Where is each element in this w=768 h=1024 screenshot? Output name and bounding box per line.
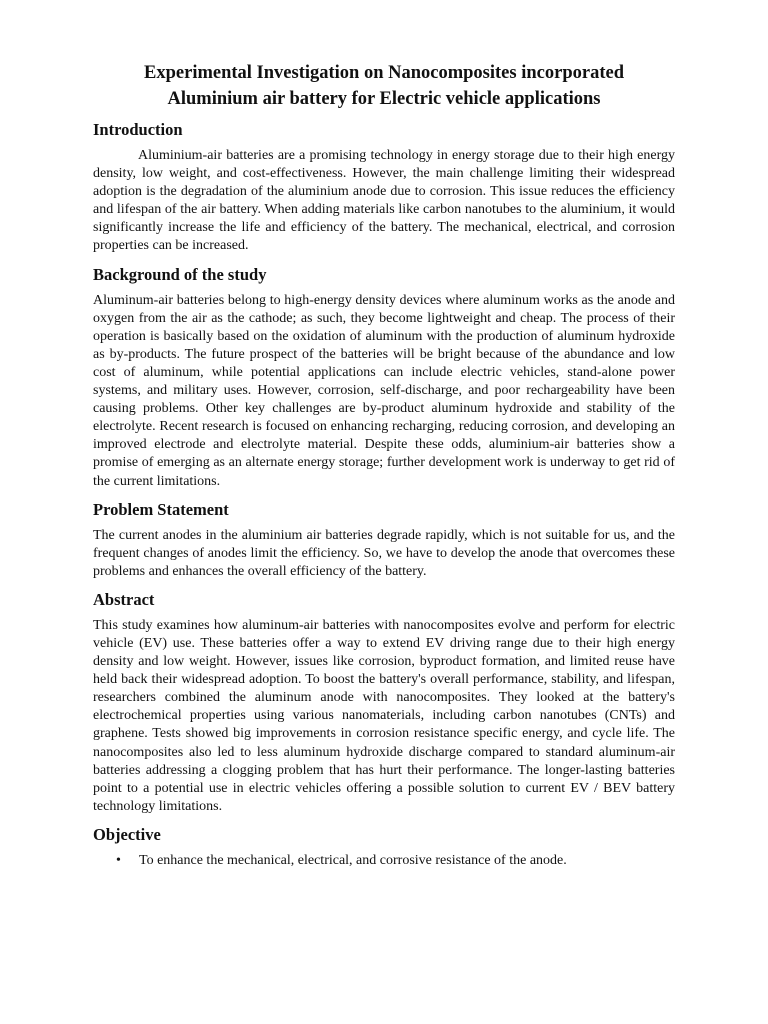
abstract-paragraph: This study examines how aluminum-air batteries with nanocomposites evolve and perform for electric vehicle (EV) use. These batteries offer a way to extend EV driving range due to their high energy density and low weight. However, issues like corrosion, byproduct formation, and limited reuse have held back their widespread adoption. To boost the battery's overall performance, stability, and lifespan, researchers combined the aluminum anode with nanocomposites. They looked at the battery's electrochemical properties using various nanomaterials, including carbon nanotubes (CNTs) and graphene. Tests showed big improvements in corrosion resistance specific energy, and cycle life. The nanocomposites also led to less aluminum hydroxide discharge compared to standard aluminum-air batteries addressing a clogging problem that has hurt their performance. The longer-lasting batteries point to a potential use in electric vehicles offering a possible solution to current EV / BEV battery technology limitations. <box>93 617 675 814</box>
introduction-section <box>93 119 675 256</box>
background-heading: Background of the study <box>93 264 267 284</box>
document-title-line-2: Aluminium air battery for Electric vehicle applications <box>167 89 601 109</box>
objective-list-item <box>93 852 675 870</box>
background-paragraph: Aluminum-air batteries belong to high-energy density devices where aluminum works as the anode and oxygen from the air as the cathode; as such, they become lightweight and cheap. The process of their operation is basically based on the oxidation of aluminum with the production of aluminum hydroxide as by-products. The future prospect of the batteries will be bright because of the abundance and low cost of aluminum, while potential applications can include electric vehicles, stand-alone power systems, and military uses. However, corrosion, self-discharge, and poor rechargeability have been causing problems. Other key challenges are by-product aluminum hydroxide and stability of the electrolyte. Recent research is focused on enhancing recharging, reducing corrosion, and developing an improved electrode and electrolyte material. Despite these odds, aluminium-air batteries show a promise of emerging as an alternate energy storage; further development work is underway to get rid of the current limitations. <box>93 292 675 489</box>
abstract-section <box>93 589 675 816</box>
objective-list <box>93 852 675 870</box>
introduction-paragraph: Aluminium-air batteries are a promising technology in energy storage due to their high energy density, low weight, and cost-effectiveness. However, the main challenge limiting their widespread adoption is the degradation of the aluminium anode due to corrosion. This issue reduces the efficiency and lifespan of the air battery. When adding materials like carbon nanotubes to the aluminium, it would significantly increase the life and efficiency of the battery. The mechanical, electrical, and corrosion properties can be increased. <box>93 148 675 254</box>
problem-statement-heading: Problem Statement <box>93 499 229 519</box>
objective-section <box>93 824 675 870</box>
problem-statement-paragraph: The current anodes in the aluminium air batteries degrade rapidly, which is not suitable for us, and the frequent changes of anodes limit the efficiency. So, we have to develop the anode that overcomes these problems and enhances the overall efficiency of the battery. <box>93 527 675 579</box>
bullet-icon: • <box>116 852 121 868</box>
abstract-heading: Abstract <box>93 589 155 609</box>
document-title <box>93 60 675 112</box>
introduction-heading: Introduction <box>93 120 183 139</box>
background-section <box>93 264 675 491</box>
document-title-line-1: Experimental Investigation on Nanocomposites incorporated <box>144 63 624 83</box>
objective-item-text: To enhance the mechanical, electrical, and corrosive resistance of the anode. <box>139 852 567 868</box>
problem-statement-section <box>93 499 675 581</box>
objective-heading: Objective <box>93 824 161 844</box>
document-page <box>93 60 675 870</box>
